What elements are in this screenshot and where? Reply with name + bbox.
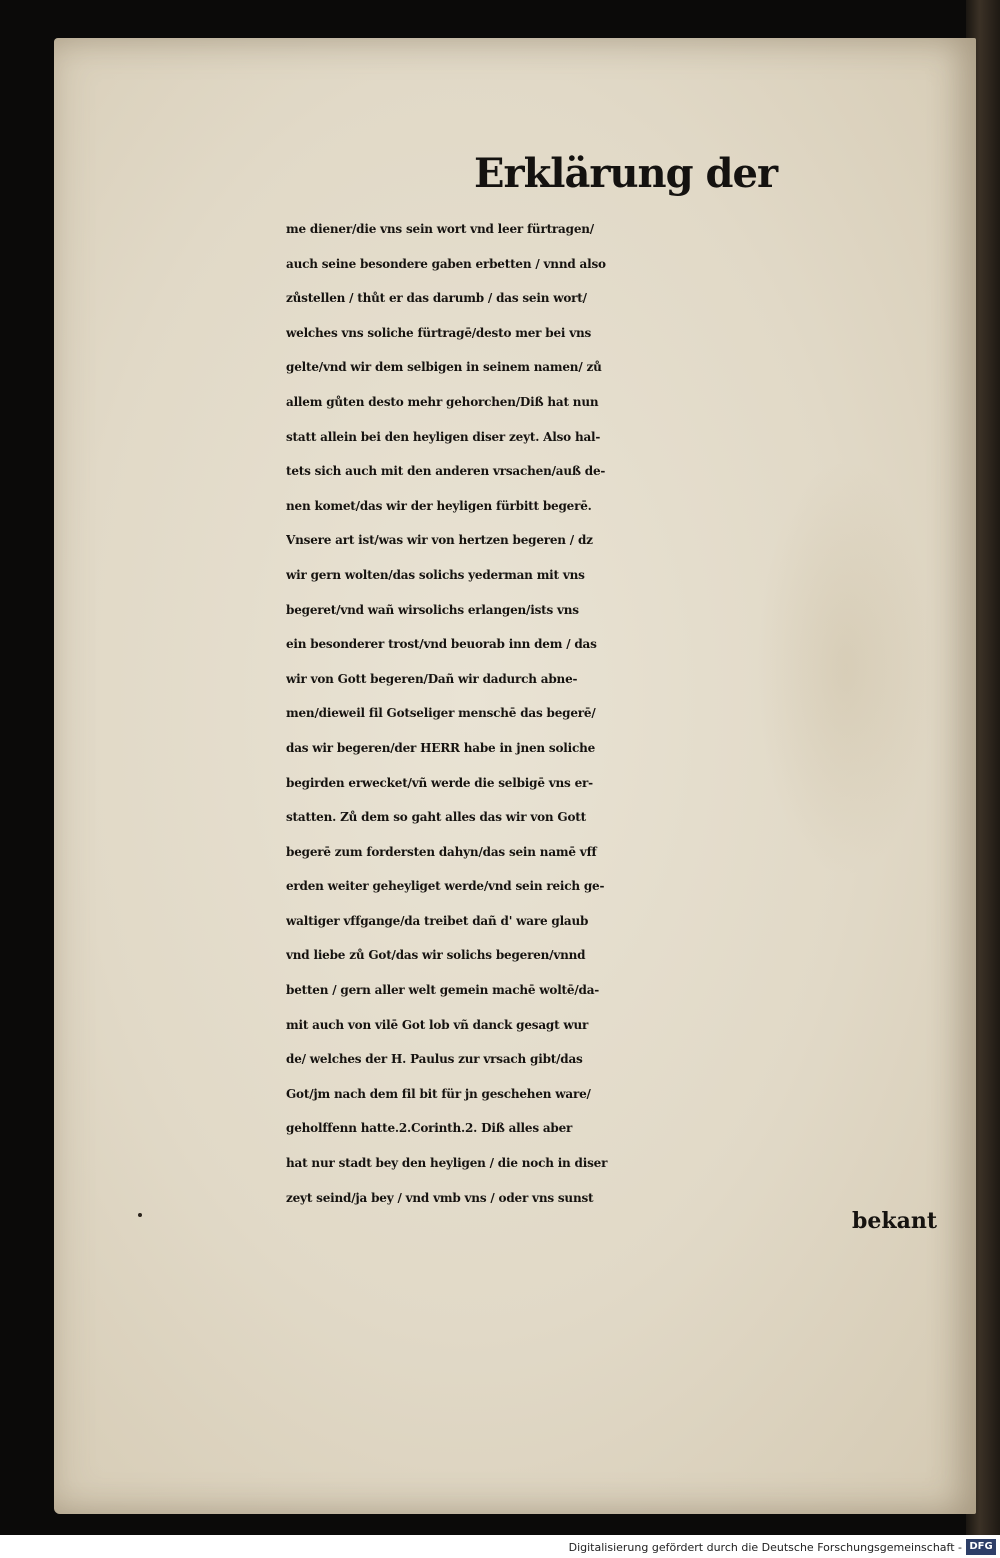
text-line: wir gern wolten/das solichs yederman mit vns — [286, 567, 585, 582]
catchword: bekant — [852, 1208, 938, 1234]
text-line: waltiger vffgange/da treibet dañ d' ware glaub — [286, 913, 589, 928]
text-line: tets sich auch mit den anderen vrsachen/auß de- — [286, 464, 606, 479]
text-line: hat nur stadt bey den heyligen / die noch in diser — [286, 1156, 608, 1171]
text-line: vnd liebe zů Got/das wir solichs begeren/vnnd — [286, 948, 586, 963]
text-line: begirden erwecket/vñ werde die selbigē vns er- — [286, 775, 593, 790]
text-line: begerē zum fordersten dahyn/das sein namē vff — [286, 844, 597, 859]
text-line: statt allein bei den heyligen diser zeyt. Also hal- — [286, 429, 601, 444]
text-line: de/ welches der H. Paulus zur vrsach gibt/das — [286, 1052, 583, 1067]
text-line: das wir begeren/der HERR habe in jnen soliche — [286, 740, 596, 755]
text-line: statten. Zů dem so gaht alles das wir von Gott — [286, 810, 586, 825]
text-line: me diener/die vns sein wort vnd leer fürtragen/ — [286, 222, 594, 236]
text-line: zůstellen / thůt er das darumb / das sein wort/ — [286, 291, 587, 306]
page-number-mark: ​ — [901, 6, 907, 36]
dfg-logo: DFG — [966, 1539, 996, 1555]
text-line: mit auch von vilē Got lob vñ danck gesagt wur — [286, 1017, 589, 1032]
text-line: men/dieweil fil Gotseliger menschē das begerē/ — [286, 706, 596, 721]
text-line: welches vns soliche fürtragē/desto mer bei vns — [286, 325, 592, 340]
running-header: Erklärung der — [474, 150, 778, 197]
text-line: auch seine besondere gaben erbetten / vnnd also — [286, 256, 606, 271]
text-line: betten / gern aller welt gemein machē woltē/da- — [286, 983, 600, 998]
funding-credit: Digitalisierung gefördert durch die Deutsche Forschungsgemeinschaft - — [568, 1541, 962, 1554]
text-line: wir von Gott begeren/Dañ wir dadurch abne- — [286, 671, 578, 686]
body-text — [286, 212, 952, 1215]
text-line: allem gůten desto mehr gehorchen/Diß hat nun — [286, 394, 599, 409]
text-line: Got/jm nach dem fil bit für jn geschehen ware/ — [286, 1086, 591, 1101]
text-line: begeret/vnd wañ wirsolichs erlangen/ists vns — [286, 602, 579, 617]
text-line: Vnsere art ist/was wir von hertzen begeren / dz — [286, 533, 593, 548]
text-line: ein besonderer trost/vnd beuorab inn dem / das — [286, 637, 597, 652]
text-line: zeyt seind/ja bey / vnd vmb vns / oder vns sunst — [286, 1190, 594, 1205]
footer-bar — [0, 1535, 1000, 1558]
text-line: erden weiter geheyliget werde/vnd sein reich ge- — [286, 879, 605, 894]
text-line: geholffenn hatte.2.Corinth.2. Diß alles aber — [286, 1121, 573, 1136]
text-line: nen komet/das wir der heyligen fürbitt begerē. — [286, 498, 592, 513]
paper-speck — [138, 1213, 142, 1217]
text-line: gelte/vnd wir dem selbigen in seinem namen/ zů — [286, 360, 602, 375]
